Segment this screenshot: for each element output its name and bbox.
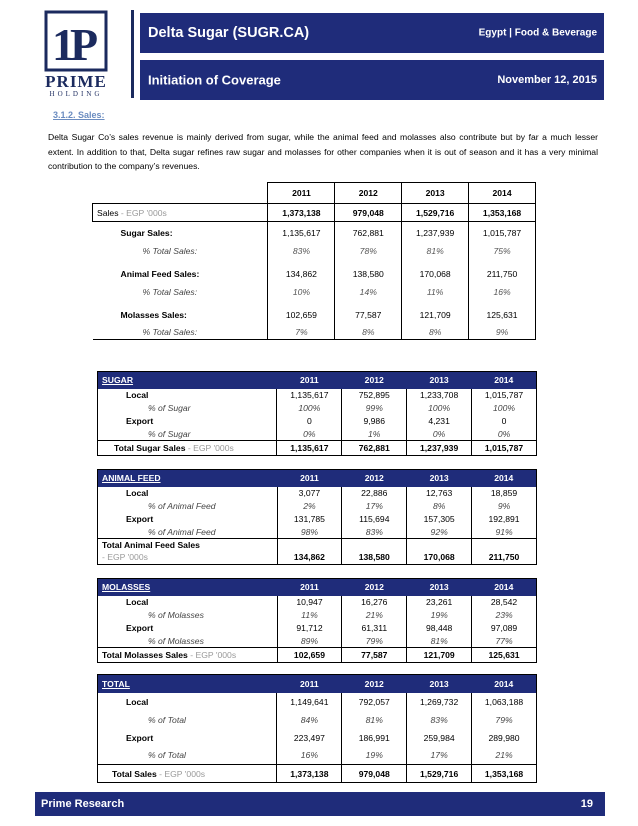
sales-value: 1,373,138 [268, 204, 335, 222]
cell: 115,694 [342, 513, 407, 526]
svg-text:P: P [70, 19, 99, 70]
total-label: Total Sugar Sales [114, 443, 186, 453]
table-row [98, 487, 537, 500]
cell: 1,233,708 [407, 389, 472, 402]
cell: 1,149,641 [277, 693, 342, 711]
row-label: % of Animal Feed [148, 526, 216, 537]
page-number: 19 [580, 798, 593, 810]
summary-total-row [93, 204, 536, 222]
report-subtitle: Initiation of Coverage [148, 72, 281, 88]
table-title: TOTAL [98, 675, 277, 693]
table-row [98, 729, 537, 747]
cell: 4,231 [407, 415, 472, 428]
cell: 21% [342, 609, 407, 622]
cell: 28,542 [472, 596, 537, 609]
cell: 134,862 [268, 263, 335, 285]
cell: 1,135,617 [277, 441, 342, 456]
table-title: SUGAR [98, 372, 277, 389]
cell: 192,891 [472, 513, 537, 526]
year-header: 2013 [407, 470, 472, 487]
year-header: 2013 [407, 579, 472, 596]
table-row [98, 402, 537, 415]
year-header: 2012 [342, 579, 407, 596]
molasses-table [97, 578, 537, 663]
table-row [98, 622, 537, 635]
cell: 134,862 [277, 551, 342, 565]
pct-label: % Total Sales: [93, 326, 268, 340]
table-row [98, 747, 537, 765]
cell: 77% [472, 635, 537, 648]
cell: 84% [277, 711, 342, 729]
table-row [98, 635, 537, 648]
cell: 8% [335, 326, 402, 340]
report-sector: Egypt | Food & Beverage [478, 27, 597, 39]
cell: 81% [402, 244, 469, 258]
table-row [98, 526, 537, 539]
cell: 1,237,939 [402, 222, 469, 244]
row-label: Export [126, 514, 154, 524]
cell: 157,305 [407, 513, 472, 526]
cell: 16% [469, 285, 536, 299]
year-header: 2011 [277, 372, 342, 389]
sugar-sales-label: Sugar Sales: [120, 227, 173, 238]
cell: 170,068 [407, 551, 472, 565]
cell: 83% [407, 711, 472, 729]
cell: 0 [472, 415, 537, 428]
cell: 9% [469, 326, 536, 340]
cell: 11% [402, 285, 469, 299]
cell: 81% [407, 635, 472, 648]
row-label: Export [126, 623, 154, 633]
table-row [98, 428, 537, 441]
table-header-row [98, 675, 537, 693]
cell: 18,859 [472, 487, 537, 500]
cell: 89% [277, 635, 342, 648]
cell: 9% [472, 500, 537, 513]
sugar-table [97, 371, 537, 456]
sales-value: 979,048 [335, 204, 402, 222]
table-title: ANIMAL FEED [98, 470, 278, 487]
total-label: Total Animal Feed Sales [98, 539, 278, 551]
animal-feed-sales-row [93, 263, 536, 285]
cell: 1,353,168 [472, 765, 537, 783]
row-label: % of Sugar [148, 403, 191, 413]
total-label: Total Sales [112, 768, 157, 779]
cell: 7% [268, 326, 335, 340]
row-label: % of Molasses [148, 610, 204, 620]
cell: 186,991 [342, 729, 407, 747]
cell: 92% [407, 526, 472, 539]
table-row [98, 415, 537, 428]
year-header: 2014 [472, 675, 537, 693]
sales-value: 1,353,168 [469, 204, 536, 222]
report-title: Delta Sugar (SUGR.CA) [148, 25, 310, 41]
cell: 762,881 [335, 222, 402, 244]
cell: 79% [472, 711, 537, 729]
cell: 102,659 [268, 304, 335, 326]
year-header: 2013 [402, 183, 469, 204]
cell: 100% [407, 402, 472, 415]
row-label: Export [126, 416, 154, 426]
year-header: 2011 [277, 675, 342, 693]
year-header: 2011 [268, 183, 335, 204]
cell: 121,709 [402, 304, 469, 326]
table-title: MOLASSES [98, 579, 278, 596]
cell: 98,448 [407, 622, 472, 635]
cell: 75% [469, 244, 536, 258]
year-header: 2014 [472, 579, 537, 596]
cell: 77,587 [342, 648, 407, 663]
table-header-row [98, 372, 537, 389]
cell: 83% [342, 526, 407, 539]
year-header: 2012 [342, 470, 407, 487]
cell: 289,980 [472, 729, 537, 747]
table-header-row [98, 470, 537, 487]
table-header-row [98, 579, 537, 596]
cell: 77,587 [335, 304, 402, 326]
table-total-row [98, 765, 537, 783]
cell: 19% [342, 747, 407, 765]
cell: 1,237,939 [407, 441, 472, 456]
cell: 81% [342, 711, 407, 729]
molasses-sales-row [93, 304, 536, 326]
cell: 83% [268, 244, 335, 258]
logo-sub: HOLDING [49, 90, 103, 98]
cell: 0% [472, 428, 537, 441]
report-date: November 12, 2015 [497, 74, 597, 86]
table-row [98, 693, 537, 711]
footer-label: Prime Research [41, 798, 125, 810]
sales-summary-table [92, 182, 536, 340]
row-label: % of Total [148, 750, 186, 761]
cell: 1,269,732 [407, 693, 472, 711]
table-total-row [98, 648, 537, 663]
cell: 211,750 [469, 263, 536, 285]
cell: 91% [472, 526, 537, 539]
cell: 0 [277, 415, 342, 428]
animal-feed-sales-label: Animal Feed Sales: [120, 268, 200, 279]
row-label: Export [126, 732, 154, 743]
cell: 223,497 [277, 729, 342, 747]
cell: 14% [335, 285, 402, 299]
row-label: Local [126, 696, 149, 707]
cell: 170,068 [402, 263, 469, 285]
cell: 138,580 [342, 551, 407, 565]
cell: 12,763 [407, 487, 472, 500]
row-label: % of Animal Feed [148, 501, 216, 511]
cell: 16% [277, 747, 342, 765]
cell: 8% [402, 326, 469, 340]
cell: 121,709 [407, 648, 472, 663]
cell: 102,659 [277, 648, 342, 663]
year-header: 2013 [407, 675, 472, 693]
year-header: 2014 [469, 183, 536, 204]
table-total-values-row [98, 551, 537, 565]
cell: 99% [342, 402, 407, 415]
cell: 0% [407, 428, 472, 441]
sales-label: Sales [97, 207, 119, 218]
cell: 16,276 [342, 596, 407, 609]
cell: 11% [277, 609, 342, 622]
animal-feed-pct-row [93, 285, 536, 299]
cell: 1% [342, 428, 407, 441]
section-heading: 3.1.2. Sales: [53, 110, 105, 120]
cell: 259,984 [407, 729, 472, 747]
cell: 9,986 [342, 415, 407, 428]
molasses-sales-label: Molasses Sales: [120, 309, 187, 320]
cell: 1,015,787 [472, 389, 537, 402]
cell: 792,057 [342, 693, 407, 711]
cell: 125,631 [472, 648, 537, 663]
sugar-sales-row [93, 222, 536, 244]
svg-text:1: 1 [52, 19, 75, 70]
cell: 979,048 [342, 765, 407, 783]
header-divider [131, 10, 134, 98]
cell: 1,135,617 [268, 222, 335, 244]
year-header: 2014 [472, 470, 537, 487]
cell: 22,886 [342, 487, 407, 500]
table-row [98, 500, 537, 513]
summary-header-row [93, 183, 536, 204]
cell: 211,750 [472, 551, 537, 565]
prime-holding-logo [30, 10, 122, 96]
cell: 131,785 [277, 513, 342, 526]
row-label: % of Molasses [148, 635, 204, 646]
row-label: % of Total [148, 714, 186, 725]
cell: 752,895 [342, 389, 407, 402]
row-label: Local [126, 597, 149, 607]
cell: 10% [268, 285, 335, 299]
year-header: 2014 [472, 372, 537, 389]
cell: 17% [407, 747, 472, 765]
cell: 1,015,787 [472, 441, 537, 456]
year-header: 2011 [277, 470, 342, 487]
cell: 19% [407, 609, 472, 622]
header-bottom-bar [140, 60, 604, 100]
cell: 17% [342, 500, 407, 513]
cell: 10,947 [277, 596, 342, 609]
cell: 1,373,138 [277, 765, 342, 783]
cell: 98% [277, 526, 342, 539]
year-header: 2013 [407, 372, 472, 389]
cell: 2% [277, 500, 342, 513]
table-row [98, 596, 537, 609]
cell: 100% [472, 402, 537, 415]
year-header: 2011 [277, 579, 342, 596]
animal-feed-table [97, 469, 537, 565]
cell: 1,529,716 [407, 765, 472, 783]
molasses-pct-row [93, 326, 536, 340]
cell: 91,712 [277, 622, 342, 635]
cell: 125,631 [469, 304, 536, 326]
cell: 138,580 [335, 263, 402, 285]
cell: 1,063,188 [472, 693, 537, 711]
year-header: 2012 [335, 183, 402, 204]
total-unit: - EGP '000s [185, 443, 234, 453]
cell: 21% [472, 747, 537, 765]
sales-paragraph: Delta Sugar Co’s sales revenue is mainly derived from sugar, while the animal feed and molasses also contribute but by far a much lesser extent. In addition to that, Delta sugar refines raw sugar and molasses for other companies when it is out of season and it has a very minimal contribution to the company’s revenues. [48, 132, 598, 171]
row-label: % of Sugar [148, 428, 191, 439]
year-header: 2012 [342, 675, 407, 693]
cell: 1,015,787 [469, 222, 536, 244]
header-top-bar [140, 13, 604, 53]
total-unit: - EGP '000s [156, 768, 206, 779]
footer-bar [35, 792, 605, 816]
table-total-row [98, 539, 537, 551]
table-total-row [98, 441, 537, 456]
cell: 23% [472, 609, 537, 622]
sales-unit: - EGP '000s [118, 207, 167, 218]
table-row [98, 389, 537, 402]
cell: 8% [407, 500, 472, 513]
total-unit: - EGP '000s [187, 650, 237, 660]
cell: 79% [342, 635, 407, 648]
cell: 78% [335, 244, 402, 258]
row-label: Local [126, 488, 149, 498]
table-row [98, 609, 537, 622]
total-label: Total Molasses Sales [102, 650, 188, 660]
table-row [98, 711, 537, 729]
pct-label: % Total Sales: [142, 245, 198, 256]
prime-logo-mark-icon [44, 10, 108, 72]
cell: 61,311 [342, 622, 407, 635]
row-label: Local [126, 390, 149, 400]
cell: 0% [277, 428, 342, 441]
table-row [98, 513, 537, 526]
total-table [97, 674, 537, 783]
logo-brand: PRIME [45, 72, 107, 91]
cell: 1,135,617 [277, 389, 342, 402]
cell: 100% [277, 402, 342, 415]
cell: 23,261 [407, 596, 472, 609]
cell: 762,881 [342, 441, 407, 456]
sales-value: 1,529,716 [402, 204, 469, 222]
cell: 3,077 [277, 487, 342, 500]
cell: 97,089 [472, 622, 537, 635]
year-header: 2012 [342, 372, 407, 389]
total-unit: - EGP '000s [102, 552, 148, 563]
sugar-pct-row [93, 244, 536, 258]
pct-label: % Total Sales: [142, 286, 198, 297]
